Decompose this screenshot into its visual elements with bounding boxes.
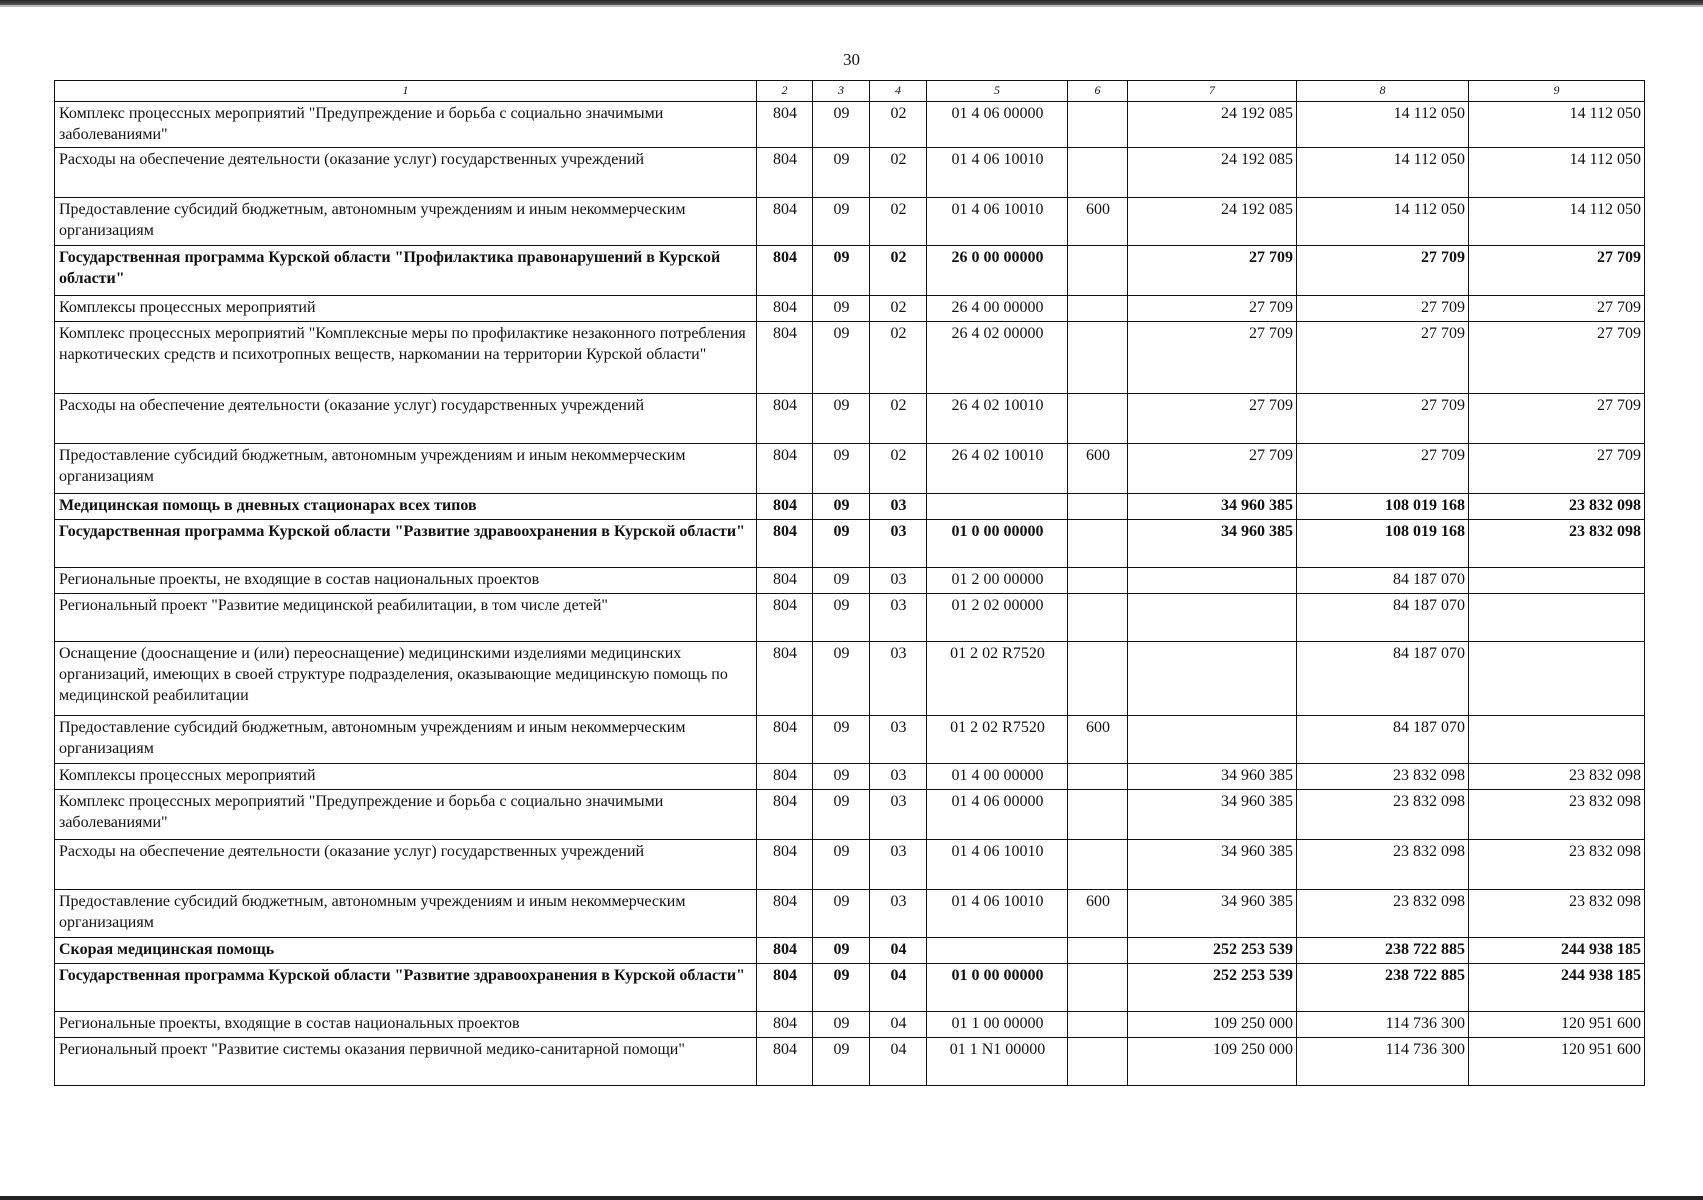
amount-col7-cell: 24 192 085	[1128, 148, 1297, 198]
amount-col9-cell: 27 709	[1469, 246, 1645, 296]
table-row	[55, 568, 1645, 594]
subsection-code-cell: 02	[870, 246, 927, 296]
table-row	[55, 246, 1645, 296]
ministry-code-cell: 804	[757, 520, 813, 568]
amount-col9-cell	[1469, 716, 1645, 764]
column-header: 8	[1297, 81, 1469, 102]
target-article-cell: 26 0 00 00000	[927, 246, 1068, 296]
amount-col7-cell: 27 709	[1128, 296, 1297, 322]
item-name-cell: Региональные проекты, не входящие в состав национальных проектов	[55, 568, 757, 594]
amount-col8-cell: 23 832 098	[1297, 840, 1469, 890]
amount-col7-cell: 27 709	[1128, 322, 1297, 394]
ministry-code-cell: 804	[757, 964, 813, 1012]
amount-col9-cell: 244 938 185	[1469, 938, 1645, 964]
target-article-cell: 01 4 00 00000	[927, 764, 1068, 790]
subsection-code-cell: 04	[870, 1012, 927, 1038]
expense-type-cell	[1068, 102, 1128, 148]
expense-type-cell	[1068, 494, 1128, 520]
page-number: 30	[843, 50, 860, 69]
section-code-cell: 09	[813, 246, 870, 296]
amount-col8-cell: 108 019 168	[1297, 520, 1469, 568]
scan-edge-bottom	[0, 1196, 1703, 1200]
subsection-code-cell: 03	[870, 790, 927, 840]
target-article-cell: 01 4 06 00000	[927, 102, 1068, 148]
target-article-cell: 01 2 02 R7520	[927, 642, 1068, 716]
subsection-code-cell: 03	[870, 520, 927, 568]
item-name-cell: Предоставление субсидий бюджетным, автономным учреждениям и иным некоммерческим организациям	[55, 198, 757, 246]
expense-type-cell	[1068, 938, 1128, 964]
item-name-cell: Региональный проект "Развитие системы оказания первичной медико-санитарной помощи"	[55, 1038, 757, 1086]
amount-col8-cell: 14 112 050	[1297, 148, 1469, 198]
table-row	[55, 716, 1645, 764]
item-name-cell: Комплекс процессных мероприятий "Предупреждение и борьба с социально значимыми заболеваниями"	[55, 102, 757, 148]
item-name-cell: Комплекс процессных мероприятий "Предупреждение и борьба с социально значимыми заболеваниями"	[55, 790, 757, 840]
subsection-code-cell: 02	[870, 148, 927, 198]
item-name-cell: Региональные проекты, входящие в состав национальных проектов	[55, 1012, 757, 1038]
ministry-code-cell: 804	[757, 764, 813, 790]
amount-col9-cell: 23 832 098	[1469, 494, 1645, 520]
column-header: 1	[55, 81, 757, 102]
item-name-cell: Предоставление субсидий бюджетным, автономным учреждениям и иным некоммерческим организациям	[55, 444, 757, 494]
amount-col9-cell: 244 938 185	[1469, 964, 1645, 1012]
amount-col9-cell: 27 709	[1469, 394, 1645, 444]
section-code-cell: 09	[813, 1012, 870, 1038]
subsection-code-cell: 02	[870, 296, 927, 322]
amount-col8-cell: 114 736 300	[1297, 1038, 1469, 1086]
column-header: 3	[813, 81, 870, 102]
target-article-cell: 01 0 00 00000	[927, 964, 1068, 1012]
table-row	[55, 764, 1645, 790]
item-name-cell: Государственная программа Курской области "Профилактика правонарушений в Курской области"	[55, 246, 757, 296]
amount-col7-cell	[1128, 568, 1297, 594]
subsection-code-cell: 02	[870, 102, 927, 148]
ministry-code-cell: 804	[757, 494, 813, 520]
ministry-code-cell: 804	[757, 642, 813, 716]
table-row	[55, 444, 1645, 494]
amount-col9-cell: 14 112 050	[1469, 102, 1645, 148]
section-code-cell: 09	[813, 764, 870, 790]
amount-col9-cell: 23 832 098	[1469, 764, 1645, 790]
section-code-cell: 09	[813, 102, 870, 148]
target-article-cell: 01 4 06 10010	[927, 840, 1068, 890]
table-row	[55, 520, 1645, 568]
section-code-cell: 09	[813, 642, 870, 716]
amount-col8-cell: 23 832 098	[1297, 890, 1469, 938]
table-row	[55, 322, 1645, 394]
amount-col9-cell: 120 951 600	[1469, 1012, 1645, 1038]
table-row	[55, 148, 1645, 198]
column-header: 2	[757, 81, 813, 102]
item-name-cell: Комплексы процессных мероприятий	[55, 764, 757, 790]
subsection-code-cell: 04	[870, 1038, 927, 1086]
expense-type-cell: 600	[1068, 890, 1128, 938]
expense-type-cell	[1068, 642, 1128, 716]
item-name-cell: Расходы на обеспечение деятельности (оказание услуг) государственных учреждений	[55, 148, 757, 198]
item-name-cell: Государственная программа Курской области "Развитие здравоохранения в Курской области"	[55, 520, 757, 568]
amount-col8-cell: 114 736 300	[1297, 1012, 1469, 1038]
table-row	[55, 394, 1645, 444]
expense-type-cell	[1068, 394, 1128, 444]
section-code-cell: 09	[813, 296, 870, 322]
subsection-code-cell: 03	[870, 716, 927, 764]
amount-col8-cell: 84 187 070	[1297, 568, 1469, 594]
table-row	[55, 890, 1645, 938]
expense-type-cell	[1068, 1038, 1128, 1086]
amount-col9-cell: 27 709	[1469, 322, 1645, 394]
target-article-cell: 26 4 02 00000	[927, 322, 1068, 394]
ministry-code-cell: 804	[757, 890, 813, 938]
ministry-code-cell: 804	[757, 296, 813, 322]
section-code-cell: 09	[813, 964, 870, 1012]
item-name-cell: Расходы на обеспечение деятельности (оказание услуг) государственных учреждений	[55, 840, 757, 890]
amount-col9-cell: 120 951 600	[1469, 1038, 1645, 1086]
amount-col7-cell: 34 960 385	[1128, 840, 1297, 890]
item-name-cell: Предоставление субсидий бюджетным, автономным учреждениям и иным некоммерческим организациям	[55, 890, 757, 938]
section-code-cell: 09	[813, 790, 870, 840]
table-row	[55, 642, 1645, 716]
column-number-row	[55, 81, 1645, 102]
subsection-code-cell: 04	[870, 938, 927, 964]
section-code-cell: 09	[813, 198, 870, 246]
amount-col7-cell: 24 192 085	[1128, 198, 1297, 246]
amount-col7-cell: 27 709	[1128, 246, 1297, 296]
section-code-cell: 09	[813, 716, 870, 764]
amount-col9-cell	[1469, 594, 1645, 642]
column-header: 9	[1469, 81, 1645, 102]
section-code-cell: 09	[813, 322, 870, 394]
expense-type-cell: 600	[1068, 198, 1128, 246]
section-code-cell: 09	[813, 394, 870, 444]
amount-col7-cell: 34 960 385	[1128, 890, 1297, 938]
target-article-cell: 01 4 06 10010	[927, 890, 1068, 938]
target-article-cell	[927, 938, 1068, 964]
section-code-cell: 09	[813, 840, 870, 890]
target-article-cell: 26 4 02 10010	[927, 394, 1068, 444]
expense-type-cell	[1068, 594, 1128, 642]
subsection-code-cell: 02	[870, 322, 927, 394]
expense-type-cell	[1068, 322, 1128, 394]
amount-col8-cell: 14 112 050	[1297, 198, 1469, 246]
amount-col7-cell: 252 253 539	[1128, 964, 1297, 1012]
amount-col9-cell	[1469, 642, 1645, 716]
subsection-code-cell: 03	[870, 840, 927, 890]
target-article-cell: 01 4 06 00000	[927, 790, 1068, 840]
section-code-cell: 09	[813, 148, 870, 198]
item-name-cell: Комплексы процессных мероприятий	[55, 296, 757, 322]
ministry-code-cell: 804	[757, 198, 813, 246]
item-name-cell: Комплекс процессных мероприятий "Комплексные меры по профилактике незаконного потребления наркотических средств и психотропных веществ, наркомании на территории Курской области"	[55, 322, 757, 394]
target-article-cell: 01 2 00 00000	[927, 568, 1068, 594]
amount-col8-cell: 23 832 098	[1297, 764, 1469, 790]
ministry-code-cell: 804	[757, 394, 813, 444]
target-article-cell: 01 2 02 00000	[927, 594, 1068, 642]
item-name-cell: Скорая медицинская помощь	[55, 938, 757, 964]
scan-edge-top-shadow	[0, 5, 1703, 7]
subsection-code-cell: 03	[870, 494, 927, 520]
expense-type-cell: 600	[1068, 444, 1128, 494]
amount-col9-cell: 23 832 098	[1469, 840, 1645, 890]
item-name-cell: Государственная программа Курской области "Развитие здравоохранения в Курской области"	[55, 964, 757, 1012]
column-header: 7	[1128, 81, 1297, 102]
ministry-code-cell: 804	[757, 716, 813, 764]
amount-col8-cell: 108 019 168	[1297, 494, 1469, 520]
amount-col8-cell: 27 709	[1297, 394, 1469, 444]
amount-col7-cell: 27 709	[1128, 444, 1297, 494]
amount-col9-cell: 23 832 098	[1469, 790, 1645, 840]
amount-col9-cell: 14 112 050	[1469, 148, 1645, 198]
section-code-cell: 09	[813, 568, 870, 594]
section-code-cell: 09	[813, 520, 870, 568]
section-code-cell: 09	[813, 494, 870, 520]
target-article-cell: 01 4 06 10010	[927, 148, 1068, 198]
table-row	[55, 102, 1645, 148]
target-article-cell: 26 4 02 10010	[927, 444, 1068, 494]
ministry-code-cell: 804	[757, 840, 813, 890]
amount-col7-cell: 34 960 385	[1128, 520, 1297, 568]
ministry-code-cell: 804	[757, 1038, 813, 1086]
subsection-code-cell: 03	[870, 642, 927, 716]
table-row	[55, 964, 1645, 1012]
amount-col7-cell	[1128, 642, 1297, 716]
amount-col8-cell: 27 709	[1297, 444, 1469, 494]
expense-type-cell	[1068, 964, 1128, 1012]
amount-col7-cell: 34 960 385	[1128, 764, 1297, 790]
ministry-code-cell: 804	[757, 790, 813, 840]
amount-col7-cell: 109 250 000	[1128, 1012, 1297, 1038]
table-row	[55, 1038, 1645, 1086]
expense-type-cell	[1068, 790, 1128, 840]
amount-col8-cell: 238 722 885	[1297, 938, 1469, 964]
item-name-cell: Медицинская помощь в дневных стационарах всех типов	[55, 494, 757, 520]
subsection-code-cell: 03	[870, 594, 927, 642]
amount-col7-cell: 24 192 085	[1128, 102, 1297, 148]
section-code-cell: 09	[813, 890, 870, 938]
amount-col8-cell: 238 722 885	[1297, 964, 1469, 1012]
section-code-cell: 09	[813, 444, 870, 494]
item-name-cell: Региональный проект "Развитие медицинской реабилитации, в том числе детей"	[55, 594, 757, 642]
expense-type-cell	[1068, 840, 1128, 890]
target-article-cell	[927, 494, 1068, 520]
table-row	[55, 198, 1645, 246]
amount-col8-cell: 84 187 070	[1297, 594, 1469, 642]
table-row	[55, 840, 1645, 890]
table-row	[55, 296, 1645, 322]
target-article-cell: 01 4 06 10010	[927, 198, 1068, 246]
expense-type-cell	[1068, 1012, 1128, 1038]
amount-col7-cell: 34 960 385	[1128, 494, 1297, 520]
subsection-code-cell: 04	[870, 964, 927, 1012]
expense-type-cell	[1068, 246, 1128, 296]
expense-type-cell: 600	[1068, 716, 1128, 764]
column-header: 4	[870, 81, 927, 102]
amount-col7-cell	[1128, 716, 1297, 764]
ministry-code-cell: 804	[757, 1012, 813, 1038]
ministry-code-cell: 804	[757, 246, 813, 296]
expense-type-cell	[1068, 296, 1128, 322]
item-name-cell: Расходы на обеспечение деятельности (оказание услуг) государственных учреждений	[55, 394, 757, 444]
ministry-code-cell: 804	[757, 148, 813, 198]
table-row	[55, 1012, 1645, 1038]
ministry-code-cell: 804	[757, 322, 813, 394]
ministry-code-cell: 804	[757, 594, 813, 642]
ministry-code-cell: 804	[757, 568, 813, 594]
table-row	[55, 494, 1645, 520]
subsection-code-cell: 02	[870, 394, 927, 444]
column-header: 6	[1068, 81, 1128, 102]
expense-type-cell	[1068, 520, 1128, 568]
table-row	[55, 938, 1645, 964]
amount-col8-cell: 27 709	[1297, 322, 1469, 394]
amount-col8-cell: 84 187 070	[1297, 642, 1469, 716]
expense-type-cell	[1068, 764, 1128, 790]
section-code-cell: 09	[813, 938, 870, 964]
amount-col9-cell: 14 112 050	[1469, 198, 1645, 246]
subsection-code-cell: 03	[870, 568, 927, 594]
target-article-cell: 01 1 00 00000	[927, 1012, 1068, 1038]
item-name-cell: Предоставление субсидий бюджетным, автономным учреждениям и иным некоммерческим организациям	[55, 716, 757, 764]
amount-col7-cell	[1128, 594, 1297, 642]
amount-col9-cell: 27 709	[1469, 296, 1645, 322]
table-row	[55, 594, 1645, 642]
amount-col9-cell: 23 832 098	[1469, 520, 1645, 568]
amount-col8-cell: 23 832 098	[1297, 790, 1469, 840]
amount-col7-cell: 109 250 000	[1128, 1038, 1297, 1086]
item-name-cell: Оснащение (дооснащение и (или) переоснащение) медицинскими изделиями медицинских организаций, имеющих в своей структуре подразделения, оказывающие медицинскую помощь по медицинской реабилитации	[55, 642, 757, 716]
amount-col8-cell: 84 187 070	[1297, 716, 1469, 764]
amount-col8-cell: 27 709	[1297, 296, 1469, 322]
ministry-code-cell: 804	[757, 444, 813, 494]
expense-type-cell	[1068, 148, 1128, 198]
column-header: 5	[927, 81, 1068, 102]
section-code-cell: 09	[813, 1038, 870, 1086]
amount-col9-cell: 27 709	[1469, 444, 1645, 494]
amount-col7-cell: 34 960 385	[1128, 790, 1297, 840]
amount-col9-cell	[1469, 568, 1645, 594]
amount-col9-cell: 23 832 098	[1469, 890, 1645, 938]
target-article-cell: 26 4 00 00000	[927, 296, 1068, 322]
budget-table	[54, 80, 1645, 1086]
subsection-code-cell: 02	[870, 444, 927, 494]
section-code-cell: 09	[813, 594, 870, 642]
subsection-code-cell: 03	[870, 764, 927, 790]
target-article-cell: 01 0 00 00000	[927, 520, 1068, 568]
amount-col8-cell: 27 709	[1297, 246, 1469, 296]
subsection-code-cell: 03	[870, 890, 927, 938]
table-row	[55, 790, 1645, 840]
ministry-code-cell: 804	[757, 938, 813, 964]
target-article-cell: 01 1 N1 00000	[927, 1038, 1068, 1086]
ministry-code-cell: 804	[757, 102, 813, 148]
subsection-code-cell: 02	[870, 198, 927, 246]
amount-col7-cell: 252 253 539	[1128, 938, 1297, 964]
table-body	[55, 102, 1645, 1086]
expense-type-cell	[1068, 568, 1128, 594]
amount-col8-cell: 14 112 050	[1297, 102, 1469, 148]
amount-col7-cell: 27 709	[1128, 394, 1297, 444]
target-article-cell: 01 2 02 R7520	[927, 716, 1068, 764]
